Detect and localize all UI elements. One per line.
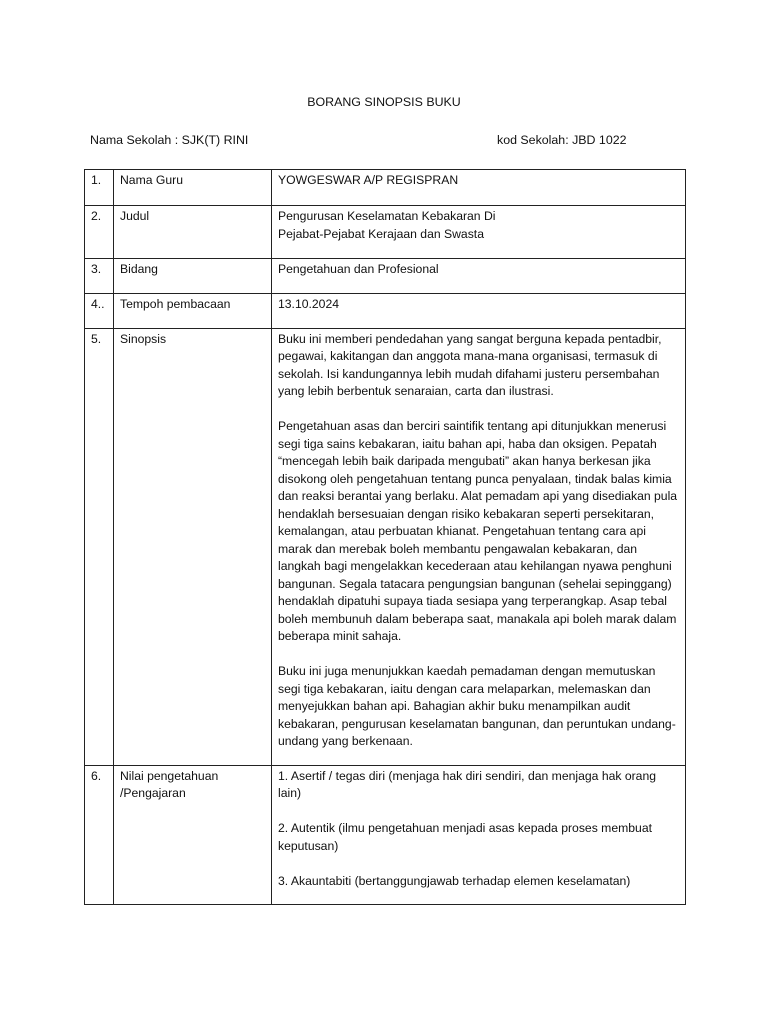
synopsis-text <box>272 328 686 765</box>
table-row <box>85 765 686 905</box>
table-row <box>85 206 686 259</box>
title-line: Pengurusan Keselamatan Kebakaran Di <box>278 209 496 223</box>
school-code: kod Sekolah: JBD 1022 <box>497 133 627 147</box>
row-label: Nama Guru <box>114 170 272 206</box>
row-label <box>114 765 272 905</box>
row-label: Tempoh pembacaan <box>114 294 272 329</box>
synopsis-paragraph: Pengetahuan asas dan berciri saintifik tentang api ditunjukkan menerusi segi tiga sains kebakaran, iaitu bahan api, haba dan oksigen. Pepatah “mencegah lebih baik daripada mengubati” akan hanya berkesan jika disokong oleh pengetahuan tentang punca penyalaan, tindak balas kimia dan reaksi berantai yang berlaku. Alat pemadam api yang disediakan pula hendaklah bersesuaian dengan risiko kebakaran seperti persekitaran, kemalangan, atau perbuatan khianat. Pengetahuan tentang cara api marak dan merebak boleh membantu pengawalan kebakaran, dan langkah bagi mengelakkan kecederaan atau kehilangan nyawa penghuni bangunan. Segala tatacara pengungsian bangunan (sehelai sepinggang) hendaklah dipatuhi supaya tiada sesiapa yang terperangkap. Asap tebal boleh membunuh dalam beberapa saat, manakala api boleh marak dalam beberapa minit sahaja. <box>278 419 678 643</box>
row-number: 1. <box>85 170 114 206</box>
table-row <box>85 170 686 206</box>
synopsis-table <box>84 169 686 905</box>
row-number: 5. <box>85 328 114 765</box>
title-line: Pejabat-Pejabat Kerajaan dan Swasta <box>278 226 484 241</box>
row-number: 6. <box>85 765 114 905</box>
table-row <box>85 294 686 329</box>
synopsis-paragraph: Buku ini juga menunjukkan kaedah pemadaman dengan memutuskan segi tiga kebakaran, iaitu dengan cara melaparkan, melemaskan dan menyejukkan bahan api. Bahagian akhir buku menampilkan audit kebakaran, pengurusan keselamatan bangunan, dan peruntukan undang-undang yang berkenaan. <box>278 664 676 748</box>
value-item: 1. Asertif / tegas diri (menjaga hak diri sendiri, dan menjaga hak orang lain) <box>278 768 657 800</box>
value-item: 2. Autentik (ilmu pengetahuan menjadi asas kepada proses membuat keputusan) <box>278 821 652 853</box>
synopsis-paragraph: Buku ini memberi pendedahan yang sangat berguna kepada pentadbir, pegawai, kakitangan dan anggota mana-mana organisasi, termasuk di sekolah. Isi kandungannya lebih mudah difahami justeru persembahan yang lebih berbentuk senaraian, carta dan ilustrasi. <box>278 331 662 398</box>
row-value <box>272 206 686 259</box>
row-value: 13.10.2024 <box>272 294 686 329</box>
row-label: Sinopsis <box>114 328 272 765</box>
school-name: Nama Sekolah : SJK(T) RINI <box>90 133 249 147</box>
row-number: 3. <box>85 259 114 294</box>
form-title: BORANG SINOPSIS BUKU <box>307 95 461 109</box>
row-value: YOWGESWAR A/P REGISPRAN <box>272 170 686 206</box>
row-number: 2. <box>85 206 114 259</box>
value-item: 3. Akauntabiti (bertanggungjawab terhadap elemen keselamatan) <box>278 873 631 888</box>
label-line: /Pengajaran <box>120 786 186 800</box>
table-row <box>85 328 686 765</box>
row-label: Judul <box>114 206 272 259</box>
row-label: Bidang <box>114 259 272 294</box>
table-row <box>85 259 686 294</box>
label-line: Nilai pengetahuan <box>120 768 219 783</box>
row-value: Pengetahuan dan Profesional <box>272 259 686 294</box>
row-number: 4.. <box>85 294 114 329</box>
values-list <box>272 765 686 905</box>
